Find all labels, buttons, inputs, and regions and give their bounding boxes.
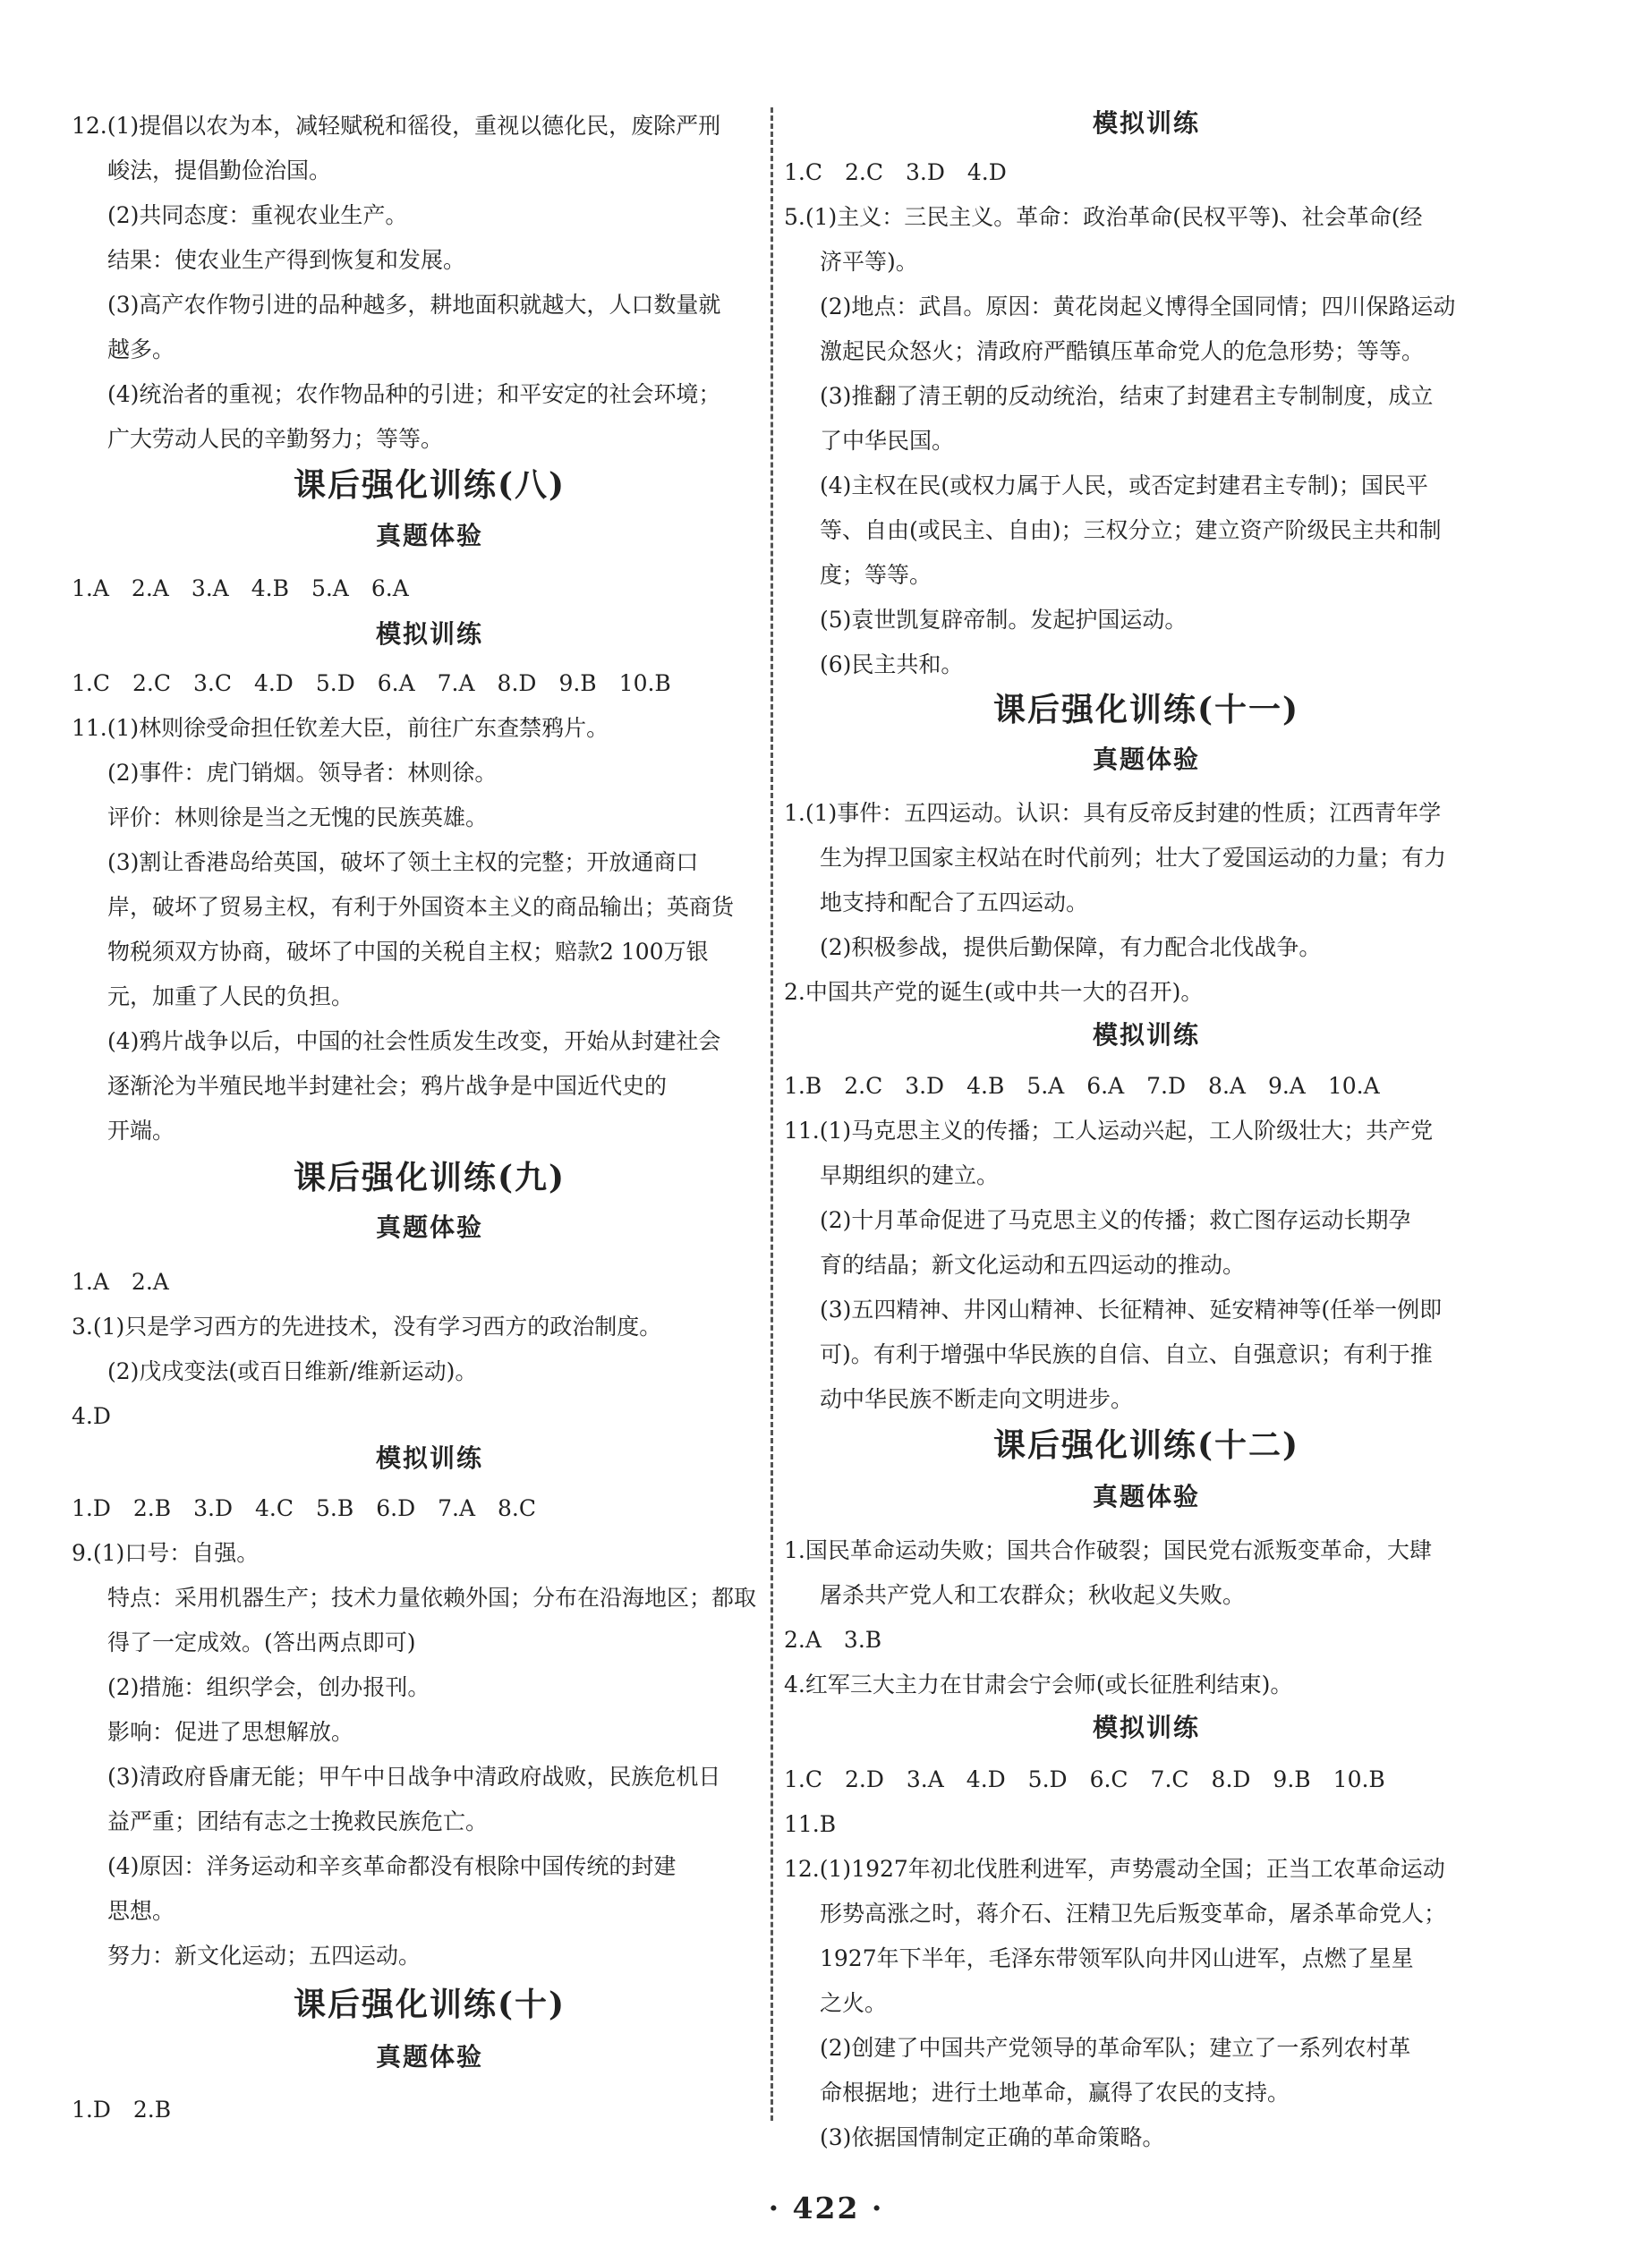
answer-line: 逐渐沦为半殖民地半封建社会；鸦片战争是中国近代史的 (107, 1073, 668, 1099)
answer-line: (2)十月革命促进了马克思主义的传播；救亡图存运动长期孕 (820, 1207, 1411, 1233)
answer-line: (2)积极参战，提供后勤保障，有力配合北伐战争。 (820, 934, 1322, 960)
answer-line: (3)割让香港岛给英国，破坏了领土主权的完整；开放通商口 (107, 849, 699, 875)
answer-line: 等、自由(或民主、自由)；三权分立；建立资产阶级民主共和制 (820, 517, 1442, 543)
answer-line: 1.国民革命运动失败；国共合作破裂；国民党右派叛变革命，大肆 (784, 1537, 1432, 1563)
answer-line: (3)清政府昏庸无能；甲午中日战争中清政府战败，民族危机日 (107, 1764, 721, 1790)
answer-line: (2)地点：武昌。原因：黄花岗起义博得全国同情；四川保路运动 (820, 294, 1456, 319)
answer-line: 激起民众怒火；清政府严酷镇压革命党人的危急形势；等等。 (820, 338, 1425, 364)
subsection-title: 真题体验 (375, 2042, 483, 2072)
answer-line: 4.红军三大主力在甘肃会宁会师(或长征胜利结束)。 (784, 1672, 1293, 1698)
answer-line: (4)原因：洋务运动和辛亥革命都没有根除中国传统的封建 (107, 1853, 677, 1879)
answer-line: 12.(1)提倡以农为本，减轻赋税和徭役，重视以德化民，废除严刑 (72, 113, 721, 139)
section-title-12: 课后强化训练(十二) (992, 1426, 1300, 1464)
answer-line: 物税须双方协商，破坏了中国的关税自主权；赔款2 100万银 (107, 939, 709, 965)
answer-line: 1927年下半年，毛泽东带领军队向井冈山进军，点燃了星星 (820, 1945, 1414, 1971)
section-title-10: 课后强化训练(十) (293, 1986, 566, 2023)
answer-line: 1.C 2.C 3.D 4.D (784, 159, 1007, 185)
answer-line: 1.B 2.C 3.D 4.B 5.A 6.A 7.D 8.A 9.A 10.A (784, 1073, 1380, 1099)
answer-line: 3.(1)只是学习西方的先进技术，没有学习西方的政治制度。 (72, 1314, 662, 1340)
answer-line: (2)戊戌变法(或百日维新/维新运动)。 (107, 1358, 478, 1384)
answer-line: (3)依据国情制定正确的革命策略。 (820, 2124, 1165, 2150)
page-number: · 422 · (768, 2191, 884, 2225)
answer-line: 1.A 2.A 3.A 4.B 5.A 6.A (72, 575, 409, 601)
answer-line: 得了一定成效。(答出两点即可) (107, 1630, 416, 1655)
answer-line: (3)推翻了清王朝的反动统治，结束了封建君主专制制度，成立 (820, 383, 1434, 409)
subsection-title: 模拟训练 (375, 619, 483, 649)
answer-line: 1.D 2.B (72, 2097, 172, 2123)
answer-line: 2.A 3.B (784, 1627, 882, 1653)
answer-line: (4)鸦片战争以后，中国的社会性质发生改变，开始从封建社会 (107, 1028, 721, 1054)
answer-line: 生为捍卫国家主权站在时代前列；壮大了爱国运动的力量；有力 (820, 845, 1447, 871)
answer-line: (5)袁世凯复辟帝制。发起护国运动。 (820, 607, 1188, 633)
answer-line: 特点：采用机器生产；技术力量依赖外国；分布在沿海地区；都取 (107, 1585, 757, 1611)
subsection-title: 真题体验 (1092, 745, 1200, 774)
answer-line: 11.(1)林则徐受命担任钦差大臣，前往广东查禁鸦片。 (72, 715, 609, 741)
answer-line: (4)主权在民(或权力属于人民，或否定封建君主专制)；国民平 (820, 472, 1428, 498)
answer-line: 了中华民国。 (820, 428, 955, 454)
answer-line: 结果：使农业生产得到恢复和发展。 (107, 247, 466, 273)
answer-line: 动中华民族不断走向文明进步。 (820, 1386, 1134, 1412)
answer-line: 广大劳动人民的辛勤努力；等等。 (107, 426, 444, 452)
answer-line: 努力：新文化运动；五四运动。 (107, 1943, 422, 1969)
subsection-title: 模拟训练 (1092, 1713, 1200, 1742)
answer-line: 1.D 2.B 3.D 4.C 5.B 6.D 7.A 8.C (72, 1495, 537, 1521)
subsection-title: 真题体验 (375, 521, 483, 550)
answer-line: (3)五四精神、井冈山精神、长征精神、延安精神等(任举一例即 (820, 1297, 1443, 1323)
answer-line: 11.(1)马克思主义的传播；工人运动兴起，工人阶级壮大；共产党 (784, 1118, 1434, 1144)
answer-line: (6)民主共和。 (820, 651, 964, 677)
section-title-8: 课后强化训练(八) (293, 466, 566, 504)
answer-line: 屠杀共产党人和工农群众；秋收起义失败。 (820, 1582, 1246, 1608)
answer-line: (4)统治者的重视；农作物品种的引进；和平安定的社会环境； (107, 381, 721, 407)
answer-line: (2)创建了中国共产党领导的革命军队；建立了一系列农村革 (820, 2035, 1411, 2061)
answer-line: 早期组织的建立。 (820, 1162, 1000, 1188)
answer-line: (3)高产农作物引进的品种越多，耕地面积就越大，人口数量就 (107, 292, 721, 318)
answer-line: 影响：促进了思想解放。 (107, 1719, 354, 1745)
answer-line: 11.B (784, 1811, 837, 1837)
subsection-title: 真题体验 (1092, 1482, 1200, 1511)
answer-line: (2)事件：虎门销烟。领导者：林则徐。 (107, 760, 498, 786)
answer-line: 度；等等。 (820, 562, 932, 588)
answer-line: 12.(1)1927年初北伐胜利进军，声势震动全国；正当工农革命运动 (784, 1856, 1445, 1882)
subsection-title: 模拟训练 (1092, 108, 1200, 138)
section-title-9: 课后强化训练(九) (293, 1159, 566, 1196)
subsection-title: 模拟训练 (375, 1443, 483, 1473)
answer-line: 济平等)。 (820, 249, 918, 275)
section-title-11: 课后强化训练(十一) (992, 691, 1300, 728)
answer-line: 1.A 2.A (72, 1269, 169, 1295)
answer-line: (2)共同态度：重视农业生产。 (107, 202, 408, 228)
answer-line: 育的结晶；新文化运动和五四运动的推动。 (820, 1252, 1246, 1278)
answer-line: (2)措施：组织学会，创办报刊。 (107, 1674, 430, 1700)
answer-line: 之火。 (820, 1990, 888, 2016)
answer-line: 评价：林则徐是当之无愧的民族英雄。 (107, 804, 489, 830)
answer-line: 2.中国共产党的诞生(或中共一大的召开)。 (784, 979, 1204, 1005)
answer-line: 9.(1)口号：自强。 (72, 1540, 260, 1566)
answer-line: 岸，破坏了贸易主权，有利于外国资本主义的商品输出；英商货 (107, 894, 735, 920)
answer-line: 越多。 (107, 336, 175, 362)
answer-line: 1.C 2.D 3.A 4.D 5.D 6.C 7.C 8.D 9.B 10.B (784, 1766, 1385, 1792)
answer-line: 元，加重了人民的负担。 (107, 983, 354, 1009)
answer-line: 思想。 (107, 1898, 175, 1924)
answer-line: 地支持和配合了五四运动。 (820, 889, 1089, 915)
answer-line: 峻法，提倡勤俭治国。 (107, 157, 332, 183)
answer-line: 开端。 (107, 1118, 175, 1144)
column-divider (771, 107, 773, 2121)
answer-line: 5.(1)主义：三民主义。革命：政治革命(民权平等)、社会革命(经 (784, 204, 1423, 230)
subsection-title: 模拟训练 (1092, 1020, 1200, 1050)
answer-line: 命根据地；进行土地革命，赢得了农民的支持。 (820, 2080, 1290, 2106)
answer-line: 1.(1)事件：五四运动。认识：具有反帝反封建的性质；江西青年学 (784, 800, 1442, 826)
answer-line: 4.D (72, 1403, 111, 1429)
answer-line: 形势高涨之时，蒋介石、汪精卫先后叛变革命，屠杀革命党人； (820, 1901, 1447, 1927)
answer-line: 1.C 2.C 3.C 4.D 5.D 6.A 7.A 8.D 9.B 10.B (72, 670, 671, 696)
answer-line: 可)。有利于增强中华民族的自信、自立、自强意识；有利于推 (820, 1341, 1433, 1367)
subsection-title: 真题体验 (375, 1213, 483, 1242)
answer-line: 益严重；团结有志之士挽救民族危亡。 (107, 1808, 489, 1834)
